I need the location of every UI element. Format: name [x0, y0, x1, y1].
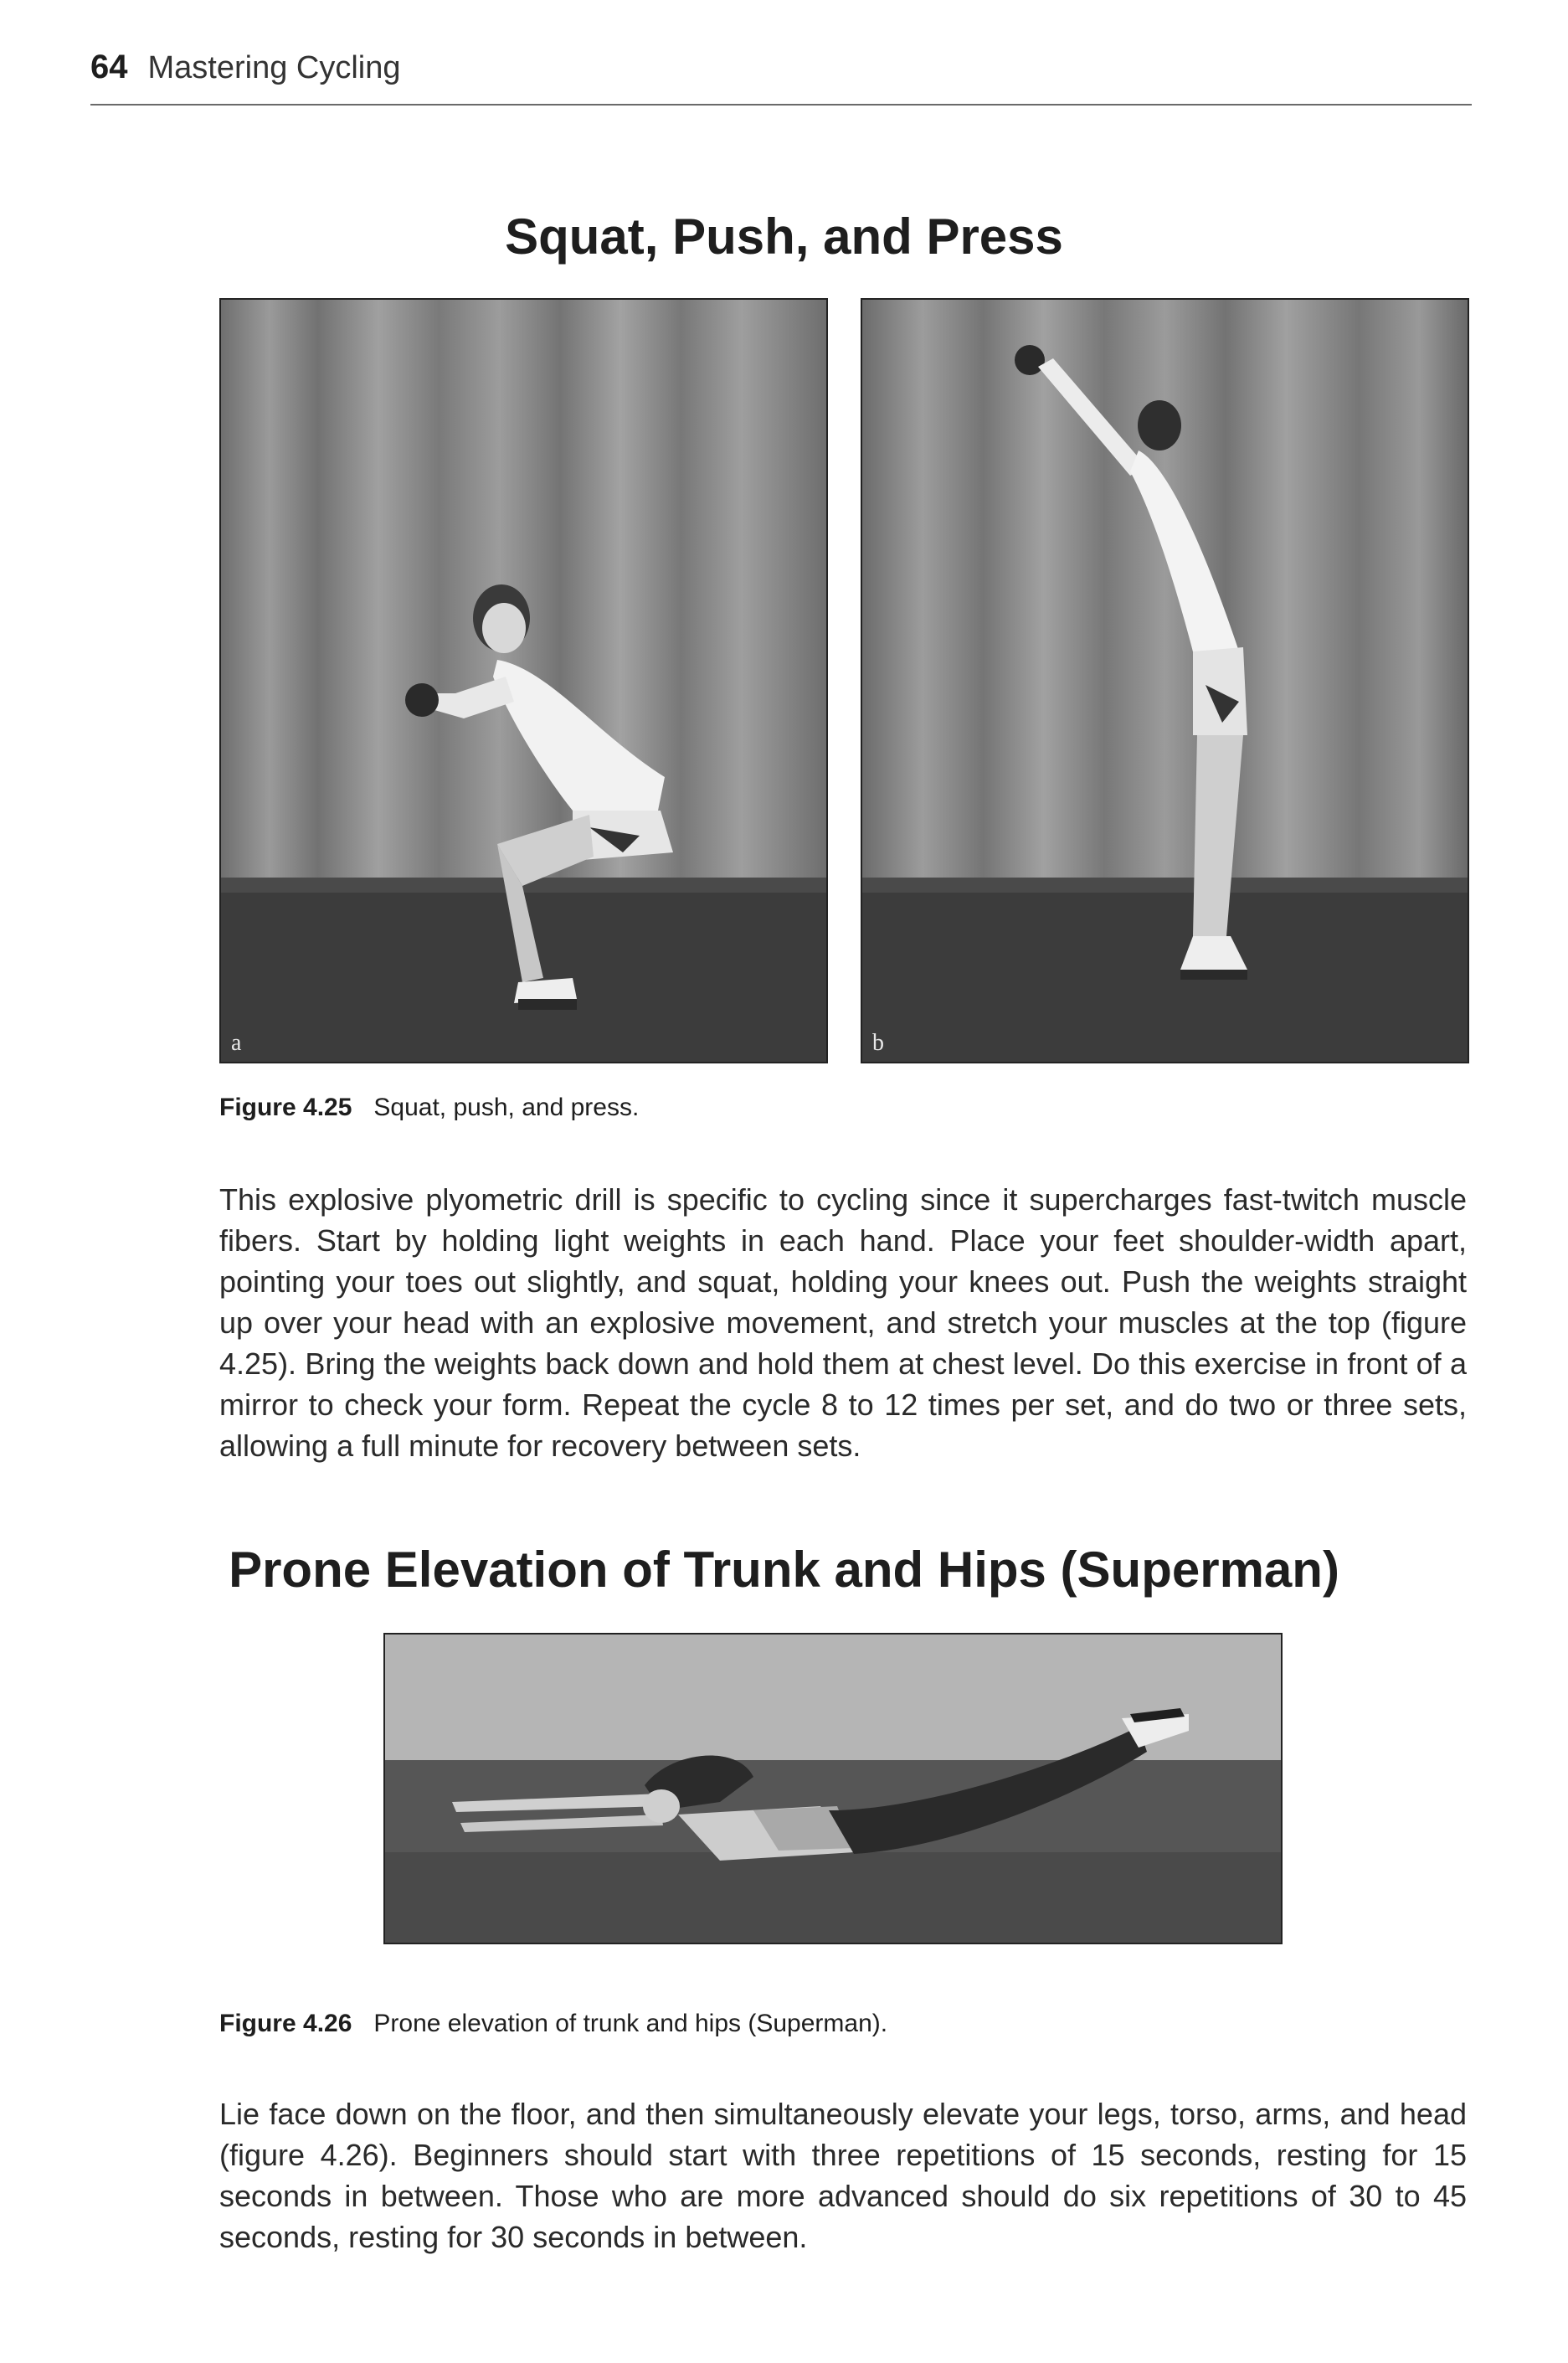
- running-head: [90, 49, 1472, 106]
- press-photo-illustration: [862, 300, 1468, 1062]
- figure-4-25-photo-b: [861, 298, 1469, 1063]
- figure-4-26-caption: [219, 2010, 887, 2038]
- figure-4-25-photo-a: [219, 298, 828, 1063]
- exercise-2-title: Prone Elevation of Trunk and Hips (Superman): [229, 1542, 1339, 1598]
- figure-4-25-label: Figure 4.25: [219, 1094, 352, 1121]
- figure-4-26-photo: [383, 1633, 1283, 1944]
- figure-4-26-text: Prone elevation of trunk and hips (Superman).: [373, 2010, 888, 2037]
- figure-4-25-text: Squat, push, and press.: [373, 1094, 640, 1121]
- exercise-2-description: Lie face down on the floor, and then simultaneously elevate your legs, torso, arms, and head (figure 4.26). Beginners should start with three repetitions of 15 seconds, resting for 15 seconds in between. Those who are more advanced should do six repetitions of 30 to 45 seconds, resting for 30 seconds in between.: [219, 2097, 1467, 2254]
- page-number: 64: [90, 49, 128, 85]
- superman-photo-illustration: [385, 1635, 1281, 1943]
- panel-label-a: a: [231, 1030, 242, 1056]
- squat-photo-illustration: [221, 300, 826, 1062]
- figure-4-25-caption: [219, 1094, 639, 1122]
- panel-label-b: b: [872, 1030, 884, 1056]
- book-title: Mastering Cycling: [147, 50, 401, 85]
- exercise-1-description: This explosive plyometric drill is specific to cycling since it supercharges fast-twitch muscle fibers. Start by holding light weights in each hand. Place your feet shoulder-width apart, pointing your toes out slightly, and squat, holding your knees out. Push the weights straight up over your head with an explosive movement, and stretch your muscles at the top (figure 4.25). Bring the weights back down and hold them at chest level. Do this exercise in front of a mirror to check your form. Repeat the cycle 8 to 12 times per set, and do two or three sets, allowing a full minute for recovery between sets.: [219, 1182, 1467, 1463]
- exercise-1-title: Squat, Push, and Press: [505, 208, 1063, 265]
- figure-4-26-label: Figure 4.26: [219, 2010, 352, 2037]
